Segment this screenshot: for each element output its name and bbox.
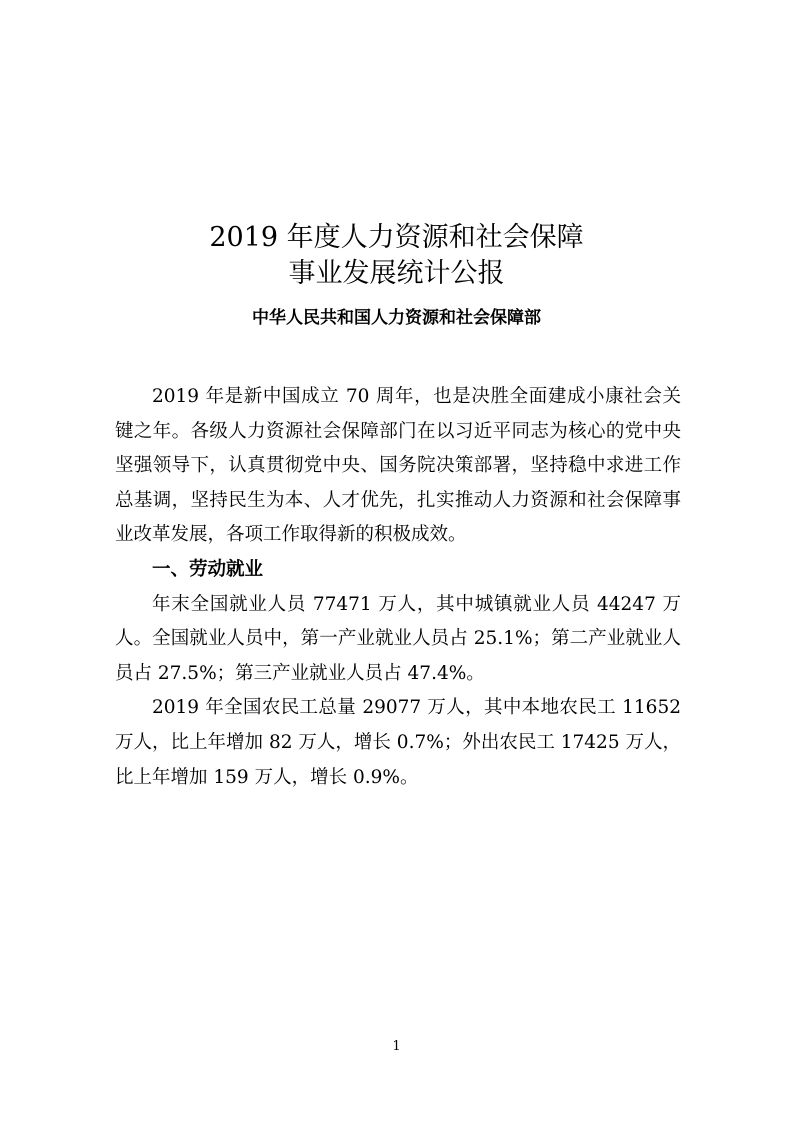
section-heading-employment: 一、劳动就业 bbox=[152, 558, 264, 580]
report-body bbox=[115, 380, 681, 795]
employment-paragraph: 年末全国就业人员 77471 万人，其中城镇就业人员 44247 万人。全国就业人员中，第一产业就业人员占 25.1%；第二产业就业人员占 27.5%；第三产业就业人员占 47.4%。 bbox=[115, 593, 681, 684]
report-title-line-1: 2019 年度人力资源和社会保障 bbox=[209, 222, 584, 253]
issuing-authority: 中华人民共和国人力资源和社会保障部 bbox=[252, 308, 541, 328]
page-number: 1 bbox=[392, 1039, 401, 1054]
migrant-workers-paragraph: 2019 年全国农民工总量 29077 万人，其中本地农民工 11652 万人，比上年增加 82 万人，增长 0.7%；外出农民工 17425 万人，比上年增加 159 万人，增长 0.9%。 bbox=[115, 697, 681, 788]
intro-paragraph: 2019 年是新中国成立 70 周年，也是决胜全面建成小康社会关键之年。各级人力资源社会保障部门在以习近平同志为核心的党中央坚强领导下，认真贯彻党中央、国务院决策部署，坚持稳中求进工作总基调，坚持民生为本、人才优先，扎实推动人力资源和社会保障事业改革发展，各项工作取得新的积极成效。 bbox=[115, 386, 681, 546]
report-title-line-2: 事业发展统计公报 bbox=[288, 258, 505, 289]
